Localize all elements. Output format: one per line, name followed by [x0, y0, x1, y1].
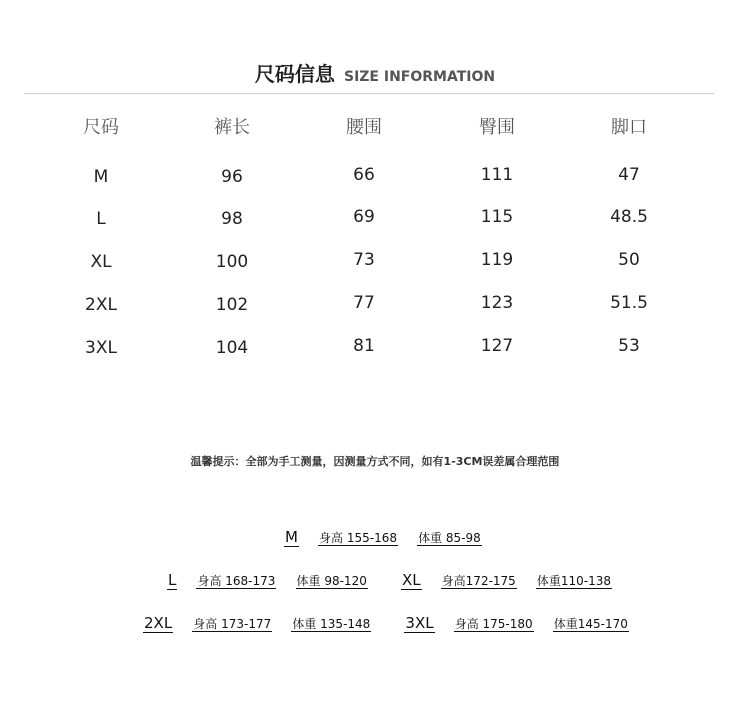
cell-length: 104 [215, 338, 249, 358]
cell-length: 100 [215, 252, 249, 272]
header-hem: 脚口 [611, 117, 647, 138]
ref-height-m: 身高 155-168 [319, 531, 398, 545]
header-size: 尺码 [83, 117, 119, 138]
measurement-tip: 温馨提示：全部为手工测量，因测量方式不同，如有1-3CM误差属合理范围 [190, 455, 560, 468]
page-title [0, 58, 750, 87]
ref-height-2xl: 身高 173-177 [193, 617, 272, 631]
cell-hip: 111 [480, 165, 514, 185]
cell-size: 3XL [85, 338, 117, 358]
title-divider [24, 93, 714, 94]
size-reference-line-1 [284, 527, 482, 546]
ref-weight-l: 体重 98-120 [296, 574, 367, 588]
ref-height-3xl: 身高 175-180 [454, 617, 533, 631]
cell-waist: 66 [353, 165, 375, 185]
ref-size-l: L [168, 571, 177, 589]
cell-hem: 53 [618, 336, 640, 356]
title-chinese: 尺码信息 [254, 62, 335, 86]
cell-size: XL [90, 252, 112, 272]
title-english: SIZE INFORMATION [343, 69, 496, 85]
cell-length: 96 [221, 167, 243, 187]
cell-length: 102 [215, 295, 249, 315]
cell-size: 2XL [85, 295, 117, 315]
cell-hip: 119 [480, 250, 514, 270]
ref-size-2xl: 2XL [144, 614, 173, 632]
ref-weight-xl: 体重110-138 [536, 574, 612, 588]
cell-waist: 81 [353, 336, 375, 356]
ref-weight-3xl: 体重145-170 [553, 617, 628, 631]
header-waist: 腰围 [346, 117, 382, 138]
header-length: 裤长 [214, 117, 250, 138]
ref-height-l: 身高 168-173 [197, 574, 276, 588]
ref-height-xl: 身高172-175 [441, 574, 516, 588]
cell-waist: 69 [353, 207, 375, 227]
cell-hip: 123 [480, 293, 514, 313]
ref-weight-2xl: 体重 135-148 [292, 617, 371, 631]
cell-hem: 47 [618, 165, 640, 185]
ref-size-m: M [285, 528, 298, 546]
ref-weight-m: 体重 85-98 [418, 531, 481, 545]
header-hip: 臀围 [479, 117, 515, 138]
size-reference-line-3 [143, 613, 629, 632]
cell-size: M [93, 167, 109, 187]
cell-waist: 73 [353, 250, 375, 270]
cell-hip: 115 [480, 207, 514, 227]
cell-length: 98 [221, 209, 243, 229]
cell-hem: 48.5 [610, 207, 648, 227]
size-reference-line-2 [167, 570, 612, 589]
cell-size: L [96, 209, 106, 229]
ref-size-xl: XL [401, 571, 421, 589]
cell-hem: 50 [618, 250, 640, 270]
cell-hem: 51.5 [610, 293, 648, 313]
cell-hip: 127 [480, 336, 514, 356]
cell-waist: 77 [353, 293, 375, 313]
ref-size-3xl: 3XL [405, 614, 434, 632]
